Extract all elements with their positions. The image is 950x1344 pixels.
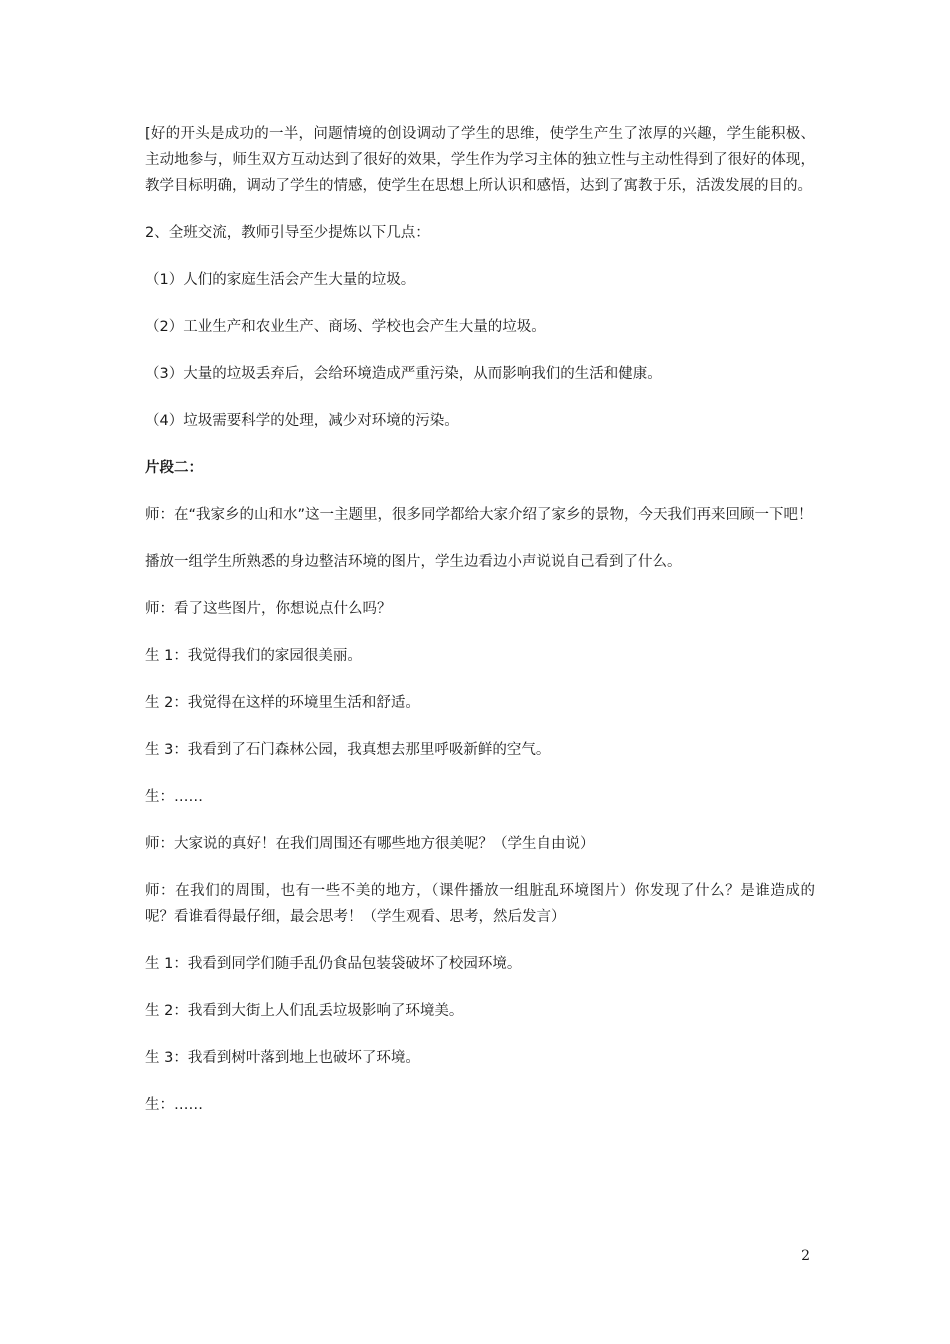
dialogue-line: 师：在我们的周围，也有一些不美的地方，（课件播放一组脏乱环境图片）你发现了什么？是谁造成的呢？看谁看得最仔细，最会思考！（学生观看、思考，然后发言） <box>145 883 815 925</box>
commentary-paragraph: [好的开头是成功的一半，问题情境的创设调动了学生的思维，使学生产生了浓厚的兴趣，学生能积极、主动地参与，师生双方互动达到了很好的效果，学生作为学习主体的独立性与主动性得到了很好的体现，教学目标明确，调动了学生的情感，使学生在思想上所认识和感悟，达到了寓教于乐，活泼发展的目的。 <box>145 126 815 194</box>
dialogue-line: 生 3：我看到了石门森林公园，我真想去那里呼吸新鲜的空气。 <box>145 742 551 758</box>
list-item: （1）人们的家庭生活会产生大量的垃圾。 <box>145 272 416 288</box>
list-item: （2）工业生产和农业生产、商场、学校也会产生大量的垃圾。 <box>145 319 546 335</box>
dialogue-line: 生 1：我觉得我们的家园很美丽。 <box>145 648 362 664</box>
narration-line: 播放一组学生所熟悉的身边整洁环境的图片，学生边看边小声说说自己看到了什么。 <box>145 554 682 570</box>
page-number: 2 <box>801 1248 810 1264</box>
dialogue-line: 师：大家说的真好！在我们周围还有哪些地方很美呢？（学生自由说） <box>145 836 595 852</box>
dialogue-line: 师：在“我家乡的山和水”这一主题里，很多同学都给大家介绍了家乡的景物，今天我们再来回顾一下吧！ <box>145 507 813 523</box>
section-heading: 片段二： <box>145 460 203 476</box>
dialogue-line: 生 1：我看到同学们随手乱仍食品包装袋破坏了校园环境。 <box>145 956 522 972</box>
dialogue-line: 生：…… <box>145 789 203 805</box>
list-item: （3）大量的垃圾丢弃后，会给环境造成严重污染，从而影响我们的生活和健康。 <box>145 366 662 382</box>
step-heading: 2、全班交流，教师引导至少提炼以下几点： <box>145 225 430 241</box>
dialogue-line: 师：看了这些图片，你想说点什么吗？ <box>145 601 392 617</box>
list-item: （4）垃圾需要科学的处理，减少对环境的污染。 <box>145 413 459 429</box>
dialogue-line: 生 3：我看到树叶落到地上也破坏了环境。 <box>145 1050 420 1066</box>
document-body <box>145 121 815 1139</box>
dialogue-line: 生：…… <box>145 1097 203 1113</box>
dialogue-line: 生 2：我看到大街上人们乱丢垃圾影响了环境美。 <box>145 1003 464 1019</box>
dialogue-line: 生 2：我觉得在这样的环境里生活和舒适。 <box>145 695 420 711</box>
